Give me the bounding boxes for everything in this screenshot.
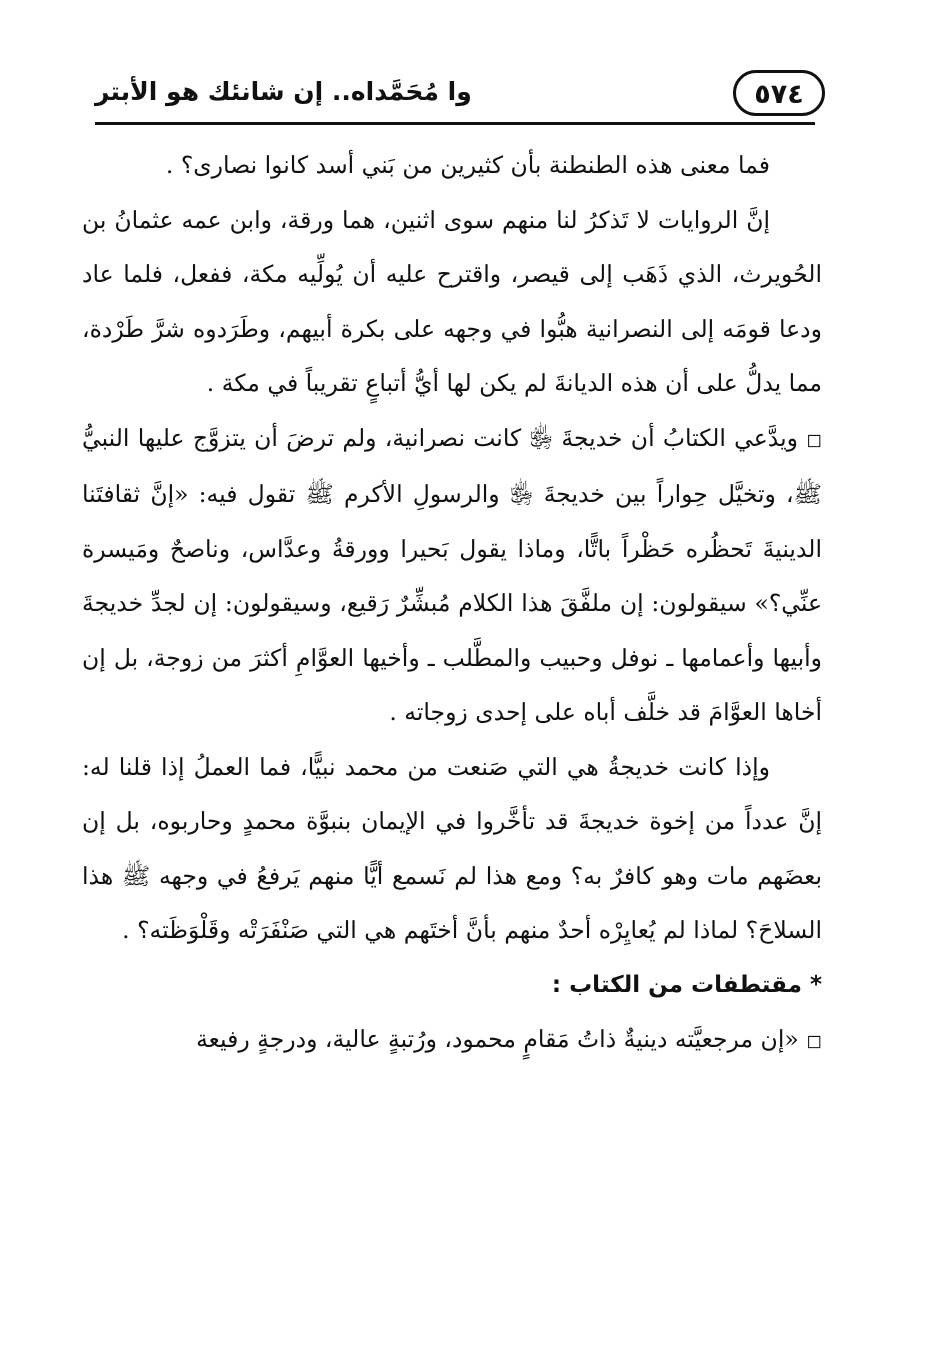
page-body [82, 138, 822, 1069]
section-heading-text: مقتطفات من الكتاب : [551, 971, 802, 998]
excerpt-text: «إن مرجعيَّته دينيةٌ ذاتُ مَقامٍ محمود، ورُتبةٍ عالية، ودرجةٍ رفيعة [196, 1025, 799, 1053]
paragraph-text: ويدَّعي الكتابُ أن خديجةَ ﵂ كانت نصرانية، ولم ترضَ أن يتزوَّج عليها النبيُّ ﷺ، وتخيَّل حِواراً بين خديجةَ ﵂ والرسولِ الأكرم ﷺ تقول فيه: «إنَّ ثقافتَنا الدينيةَ تَحظُره حَظْراً باتًّا، وماذا يقول بَحيرا وورقةُ وعدَّاس، وناصحٌ ومَيسرة عنِّي؟» سيقولون: إن ملفَّقَ هذا الكلام مُبشِّرٌ رَقيع، وسيقولون: إن لجدِّ خديجةَ وأبيها وأعمامها ـ نوفل وحبيب والمطَّلب ـ وأخيها العوَّامِ أكثرَ من زوجة، بل إن أخاها العوَّامَ قد خلَّف أباه على إحدى زوجاته . [82, 423, 822, 726]
paragraph: فما معنى هذه الطنطنة بأن كثيرين من بَني أسد كانوا نصارى؟ . [165, 151, 770, 179]
paragraph: إنَّ الروايات لا تَذكرُ لنا منهم سوى اثنين، هما ورقة، وابن عمه عثمانُ بن الحُويرث، الذي ذَهَب إلى قيصر، واقترح عليه أن يُولِّيه مكة، ففعل، فلما عاد ودعا قومَه إلى النصرانية هبُّوا في وجهه على بكرة أبيهم، وطَرَدوه شرَّ طَرْدة، مما يدلُّ على أن هذه الديانةَ لم يكن لها أيُّ أتباعٍ تقريباً في مكة . [82, 205, 822, 397]
square-bullet-icon: ◻ [806, 1030, 822, 1052]
paragraph: وإذا كانت خديجةُ هي التي صَنعت من محمد نبيًّا، فما العملُ إذا قلنا له: إنَّ عدداً من إخوة خديجةَ قد تأخَّروا في الإيمان بنبوَّة محمدٍ وحاربوه، بل إن بعضَهم مات وهو كافرٌ به؟ ومع هذا لم نَسمع أيًّا منهم يَرفعُ في وجهه ﷺ هذا السلاحَ؟ لماذا لم يُعايِرْه أحدٌ منهم بأنَّ أختَهم هي التي صَنْفَرَتْه وقَلْوَظَته؟ . [82, 752, 822, 944]
page-number-badge: ٥٧٤ [733, 70, 825, 116]
running-title: وا مُحَمَّداه.. إن شانئك هو الأبتر [95, 77, 472, 106]
section-heading [82, 958, 822, 1013]
asterisk-icon: * [809, 971, 822, 998]
excerpt-paragraph [82, 1012, 822, 1069]
paragraph-with-marker [82, 411, 822, 740]
header-rule [95, 122, 815, 125]
page-header [95, 62, 825, 124]
square-bullet-icon: ◻ [806, 428, 822, 451]
